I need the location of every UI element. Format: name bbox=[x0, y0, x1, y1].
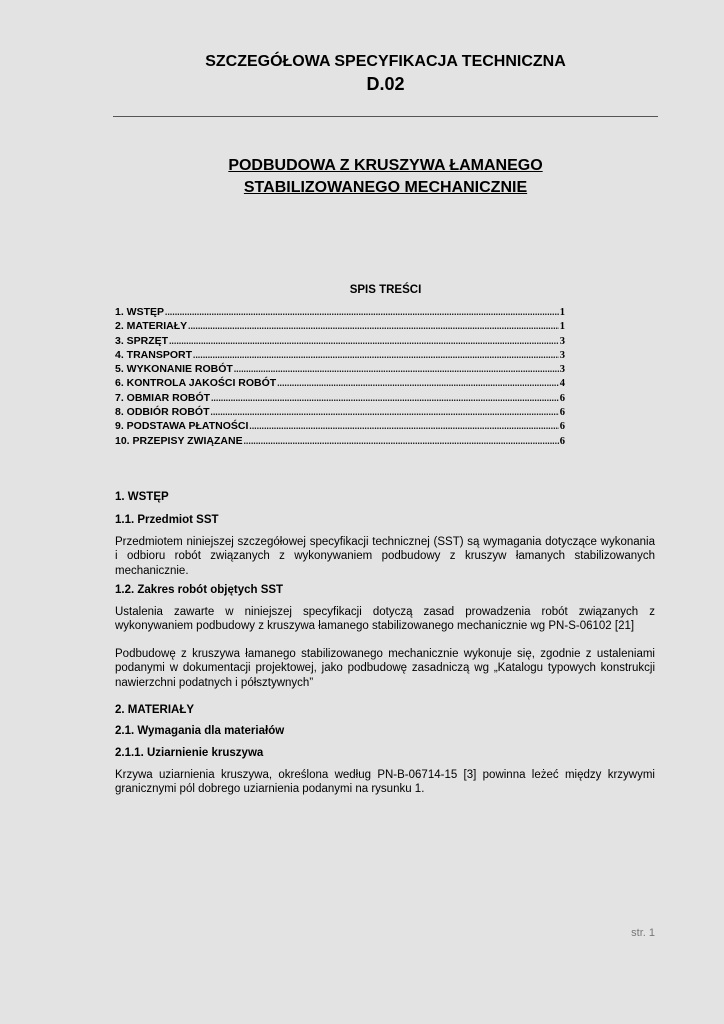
toc-item-page: 3 bbox=[559, 349, 565, 361]
toc-item-page: 6 bbox=[559, 407, 565, 419]
toc-leader bbox=[211, 391, 559, 405]
toc-leader bbox=[211, 405, 559, 419]
header-divider bbox=[113, 116, 658, 117]
toc-item-label: 4. TRANSPORT bbox=[115, 348, 193, 361]
toc-item[interactable] bbox=[115, 305, 565, 319]
toc-item-label: 8. ODBIÓR ROBÓT bbox=[115, 406, 210, 419]
section-heading-2: 2. MATERIAŁY bbox=[115, 704, 195, 716]
toc-item-page: 1 bbox=[559, 307, 565, 318]
toc-leader bbox=[188, 319, 559, 333]
toc-item[interactable] bbox=[115, 348, 565, 362]
toc-item-label: 9. PODSTAWA PŁATNOŚCI bbox=[115, 420, 249, 433]
toc-item-page: 1 bbox=[559, 321, 565, 333]
toc-leader bbox=[277, 376, 559, 390]
toc-item-page: 3 bbox=[559, 364, 565, 376]
toc-item[interactable] bbox=[115, 334, 565, 348]
toc-item-label: 10. PRZEPISY ZWIĄZANE bbox=[115, 434, 243, 447]
toc-item[interactable] bbox=[115, 391, 565, 405]
toc-leader bbox=[234, 362, 559, 376]
toc-item-label: 5. WYKONANIE ROBÓT bbox=[115, 363, 233, 376]
document-subtitle-line1: PODBUDOWA Z KRUSZYWA ŁAMANEGO bbox=[228, 157, 543, 174]
paragraph-1-1: Przedmiotem niniejszej szczegółowej specyfikacji technicznej (SST) są wymagania dotyczące wykonania i odbioru robót związanych z wykonywaniem podbudowy z kruszyw łamanych stabilizowanych mechanicznie. bbox=[115, 536, 655, 577]
section-heading-2-1: 2.1. Wymagania dla materiałów bbox=[115, 725, 285, 737]
paragraph-1-2b: Podbudowę z kruszywa łamanego stabilizowanego mechanicznie wykonuje się, zgodnie z ustaleniami podanymi w dokumentacji projektowej, jako podbudowę zasadniczą wg „Katalogu typowych konstrukcji nawierzchni podatnych i półsztywnych” bbox=[115, 648, 655, 689]
toc-heading: SPIS TREŚCI bbox=[349, 284, 422, 296]
section-heading-1: 1. WSTĘP bbox=[115, 491, 169, 503]
toc-item[interactable] bbox=[115, 434, 565, 448]
toc-item-page: 6 bbox=[559, 421, 565, 433]
toc-leader bbox=[165, 305, 559, 319]
page-number: str. 1 bbox=[631, 927, 655, 939]
section-heading-1-1: 1.1. Przedmiot SST bbox=[115, 514, 219, 526]
toc-leader bbox=[244, 434, 559, 448]
toc-item-label: 2. MATERIAŁY bbox=[115, 320, 188, 333]
toc-item-page: 3 bbox=[559, 335, 565, 347]
section-heading-2-1-1: 2.1.1. Uziarnienie kruszywa bbox=[115, 747, 264, 759]
toc-item[interactable] bbox=[115, 405, 565, 419]
document-code: D.02 bbox=[366, 74, 405, 94]
document-title: SZCZEGÓŁOWA SPECYFIKACJA TECHNICZNA bbox=[205, 53, 566, 70]
section-heading-1-2: 1.2. Zakres robót objętych SST bbox=[115, 584, 284, 596]
table-of-contents bbox=[115, 305, 565, 448]
toc-item-label: 7. OBMIAR ROBÓT bbox=[115, 391, 211, 404]
toc-leader bbox=[249, 419, 558, 433]
paragraph-1-2a: Ustalenia zawarte w niniejszej specyfikacji dotyczą zasad prowadzenia robót związanych z wykonywaniem podbudowy z kruszywa łamanego stabilizowanego mechanicznie wg PN-S-06102 [21] bbox=[115, 606, 655, 633]
toc-item[interactable] bbox=[115, 319, 565, 333]
toc-item-page: 6 bbox=[559, 392, 565, 404]
paragraph-2-1-1: Krzywa uziarnienia kruszywa, określona według PN-B-06714-15 [3] powinna leżeć między krzywymi granicznymi pól dobrego uziarnienia podanymi na rysunku 1. bbox=[115, 769, 655, 796]
toc-item-label: 1. WSTĘP bbox=[115, 306, 165, 318]
toc-item[interactable] bbox=[115, 419, 565, 433]
toc-item[interactable] bbox=[115, 376, 565, 390]
toc-leader bbox=[169, 334, 559, 348]
toc-item-page: 6 bbox=[559, 435, 565, 447]
toc-item[interactable] bbox=[115, 362, 565, 376]
toc-leader bbox=[193, 348, 559, 362]
toc-item-label: 6. KONTROLA JAKOŚCI ROBÓT bbox=[115, 377, 277, 390]
toc-item-page: 4 bbox=[559, 378, 565, 390]
toc-item-label: 3. SPRZĘT bbox=[115, 334, 169, 347]
document-subtitle-line2: STABILIZOWANEGO MECHANICZNIE bbox=[243, 179, 528, 196]
